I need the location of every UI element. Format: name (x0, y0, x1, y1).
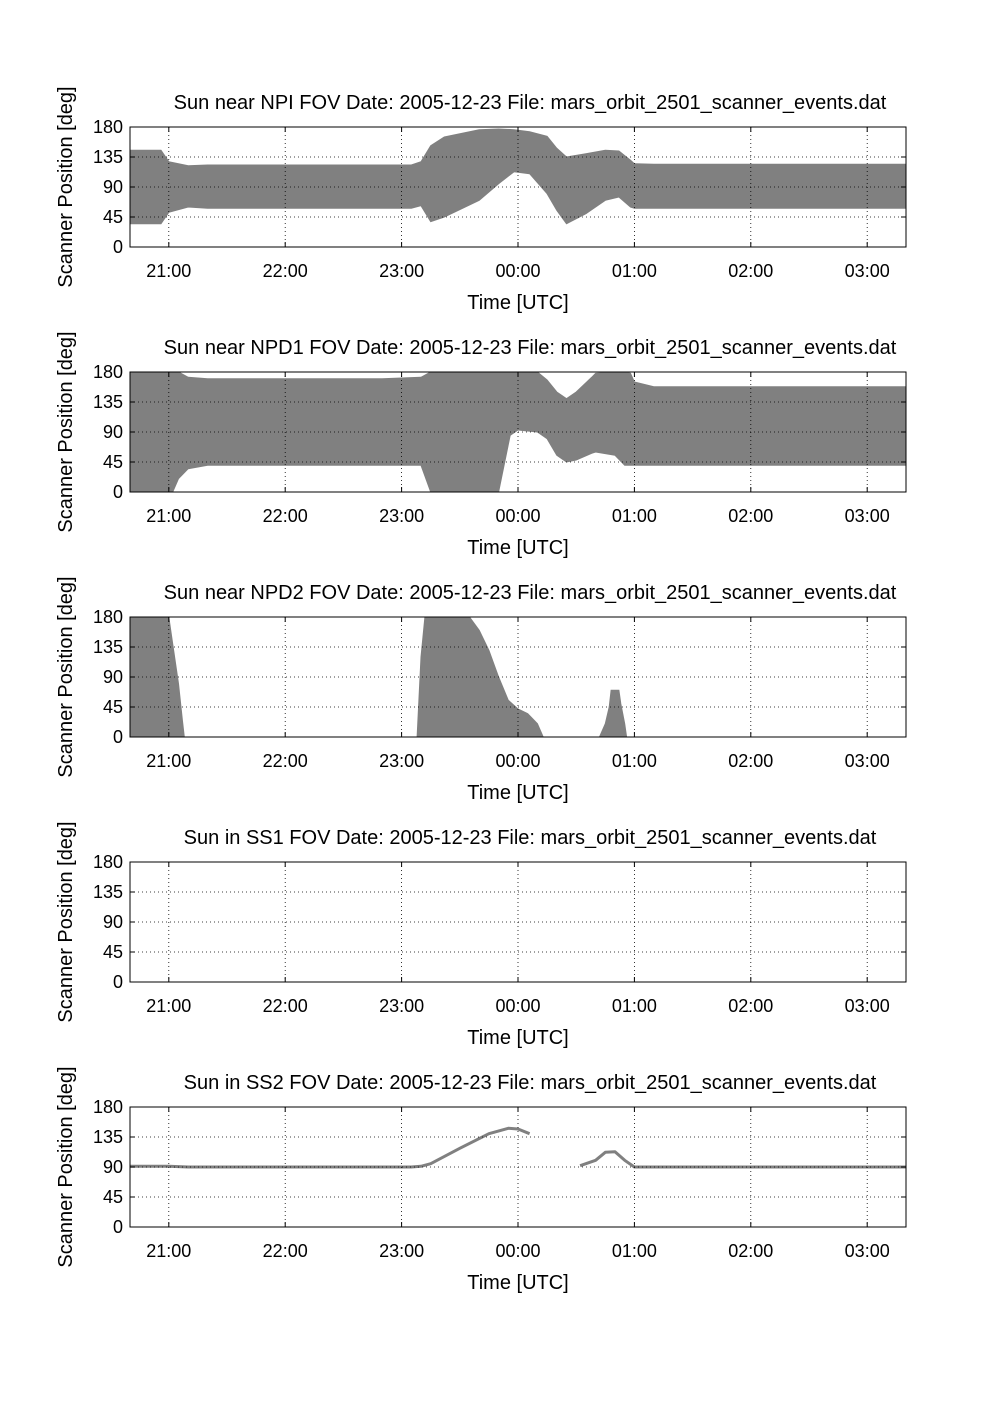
subplot-title: Sun near NPD2 FOV Date: 2005-12-23 File: mars_orbit_2501_scanner_events.dat (163, 582, 897, 604)
x-tick-label: 21:00 (146, 996, 192, 1016)
x-tick-label: 23:00 (379, 996, 425, 1016)
x-axis-label: Time [UTC] (467, 1027, 569, 1049)
x-tick-label: 21:00 (146, 506, 192, 526)
x-tick-label: 00:00 (495, 506, 541, 526)
x-tick-label: 03:00 (844, 751, 890, 771)
y-axis-label: Scanner Position [deg] (55, 86, 77, 288)
x-tick-label: 21:00 (146, 1241, 192, 1261)
y-tick-label: 180 (92, 1097, 123, 1117)
x-tick-label: 21:00 (146, 751, 192, 771)
y-tick-label: 135 (92, 392, 123, 412)
y-tick-label: 180 (92, 852, 123, 872)
x-tick-label: 02:00 (728, 506, 774, 526)
y-tick-label: 90 (102, 667, 123, 687)
x-tick-label: 02:00 (728, 1241, 774, 1261)
y-tick-label: 45 (102, 452, 123, 472)
x-tick-label: 03:00 (844, 996, 890, 1016)
x-tick-label: 00:00 (495, 751, 541, 771)
x-tick-label: 22:00 (262, 1241, 308, 1261)
y-tick-label: 45 (102, 1187, 123, 1207)
x-tick-label: 23:00 (379, 751, 425, 771)
subplot-1 (55, 86, 906, 314)
x-tick-label: 01:00 (611, 996, 657, 1016)
x-tick-label: 00:00 (495, 1241, 541, 1261)
x-tick-label: 01:00 (611, 1241, 657, 1261)
y-axis-label: Scanner Position [deg] (55, 1066, 77, 1268)
subplot-title: Sun near NPI FOV Date: 2005-12-23 File: mars_orbit_2501_scanner_events.dat (173, 92, 887, 114)
x-tick-label: 00:00 (495, 261, 541, 281)
x-axis-label: Time [UTC] (467, 537, 569, 559)
x-tick-label: 03:00 (844, 506, 890, 526)
subplot-5 (55, 1066, 906, 1294)
subplot-4 (55, 821, 906, 1049)
y-tick-label: 45 (102, 697, 123, 717)
subplot-title: Sun in SS1 FOV Date: 2005-12-23 File: mars_orbit_2501_scanner_events.dat (183, 827, 877, 849)
subplot-title: Sun in SS2 FOV Date: 2005-12-23 File: mars_orbit_2501_scanner_events.dat (183, 1072, 877, 1094)
x-tick-label: 22:00 (262, 261, 308, 281)
y-tick-label: 0 (112, 237, 123, 257)
y-tick-label: 135 (92, 637, 123, 657)
y-tick-label: 90 (102, 177, 123, 197)
x-tick-label: 03:00 (844, 261, 890, 281)
y-tick-label: 180 (92, 362, 123, 382)
y-tick-label: 0 (112, 972, 123, 992)
x-tick-label: 01:00 (611, 751, 657, 771)
x-tick-label: 01:00 (611, 506, 657, 526)
y-tick-label: 180 (92, 117, 123, 137)
x-tick-label: 22:00 (262, 751, 308, 771)
x-tick-label: 22:00 (262, 506, 308, 526)
x-axis-label: Time [UTC] (467, 292, 569, 314)
y-tick-label: 45 (102, 942, 123, 962)
x-tick-label: 02:00 (728, 261, 774, 281)
subplot-3 (55, 576, 906, 804)
y-tick-label: 0 (112, 727, 123, 747)
x-tick-label: 02:00 (728, 996, 774, 1016)
y-tick-label: 135 (92, 147, 123, 167)
x-tick-label: 01:00 (611, 261, 657, 281)
y-tick-label: 180 (92, 607, 123, 627)
x-axis-label: Time [UTC] (467, 1272, 569, 1294)
y-tick-label: 45 (102, 207, 123, 227)
y-axis-label: Scanner Position [deg] (55, 821, 77, 1023)
y-tick-label: 0 (112, 1217, 123, 1237)
y-axis-label: Scanner Position [deg] (55, 576, 77, 778)
x-tick-label: 23:00 (379, 506, 425, 526)
y-axis-label: Scanner Position [deg] (55, 331, 77, 533)
subplot-title: Sun near NPD1 FOV Date: 2005-12-23 File: mars_orbit_2501_scanner_events.dat (163, 337, 897, 359)
x-tick-label: 21:00 (146, 261, 192, 281)
x-axis-label: Time [UTC] (467, 782, 569, 804)
y-tick-label: 0 (112, 482, 123, 502)
x-tick-label: 23:00 (379, 261, 425, 281)
x-tick-label: 02:00 (728, 751, 774, 771)
subplot-2 (55, 331, 906, 559)
x-tick-label: 00:00 (495, 996, 541, 1016)
y-tick-label: 135 (92, 882, 123, 902)
y-tick-label: 90 (102, 1157, 123, 1177)
x-tick-label: 22:00 (262, 996, 308, 1016)
y-tick-label: 90 (102, 422, 123, 442)
x-tick-label: 23:00 (379, 1241, 425, 1261)
y-tick-label: 135 (92, 1127, 123, 1147)
x-tick-label: 03:00 (844, 1241, 890, 1261)
y-tick-label: 90 (102, 912, 123, 932)
